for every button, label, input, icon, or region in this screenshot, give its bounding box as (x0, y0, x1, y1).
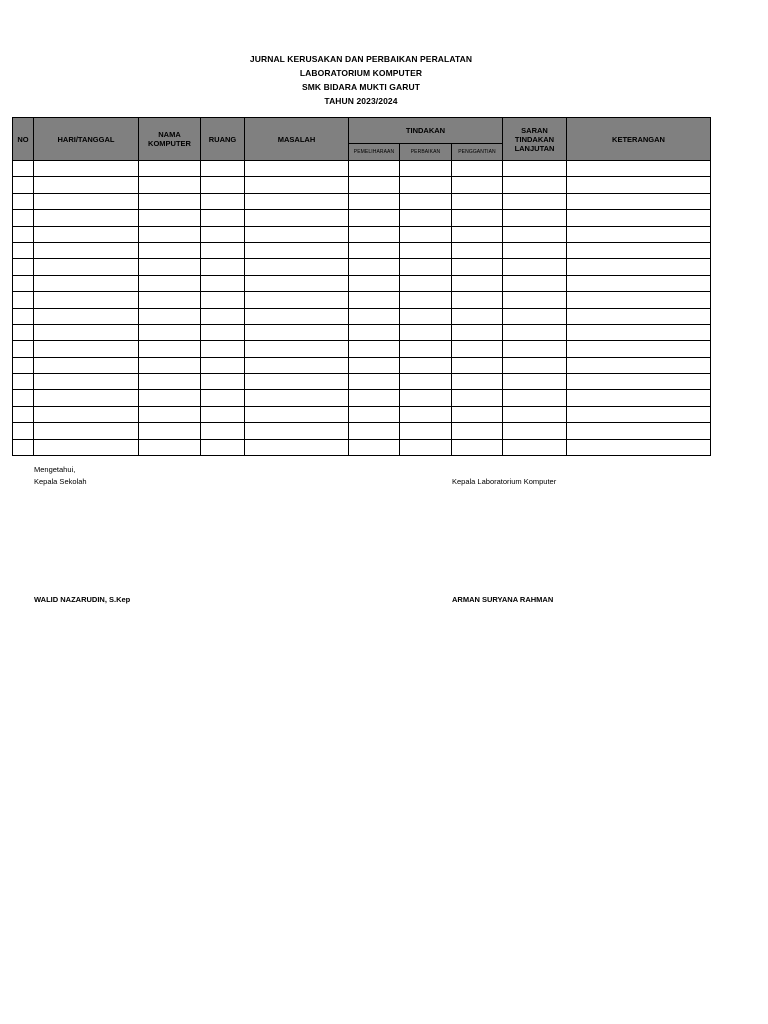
cell-hari-tanggal (34, 308, 139, 324)
cell-penggantian (452, 193, 503, 209)
cell-perbaikan (400, 357, 452, 373)
cell-ruang (201, 308, 245, 324)
table-row (13, 242, 711, 258)
header-keterangan: KETERANGAN (567, 118, 711, 161)
cell-nama-komputer (139, 292, 201, 308)
header-penggantian: PENGGANTIAN (452, 144, 503, 161)
cell-pemeliharaan (349, 226, 400, 242)
cell-ruang (201, 423, 245, 439)
cell-keterangan (567, 406, 711, 422)
cell-saran (503, 177, 567, 193)
cell-ruang (201, 177, 245, 193)
cell-pemeliharaan (349, 177, 400, 193)
header-tindakan: TINDAKAN (349, 118, 503, 144)
cell-penggantian (452, 324, 503, 340)
cell-nama-komputer (139, 357, 201, 373)
cell-ruang (201, 390, 245, 406)
cell-hari-tanggal (34, 275, 139, 291)
kepala-sekolah-label: Kepala Sekolah (34, 477, 87, 486)
cell-penggantian (452, 357, 503, 373)
table-row (13, 226, 711, 242)
table-row (13, 439, 711, 455)
cell-nama-komputer (139, 308, 201, 324)
cell-keterangan (567, 423, 711, 439)
cell-hari-tanggal (34, 357, 139, 373)
cell-keterangan (567, 193, 711, 209)
cell-no (13, 390, 34, 406)
cell-saran (503, 439, 567, 455)
cell-perbaikan (400, 275, 452, 291)
cell-hari-tanggal (34, 390, 139, 406)
cell-nama-komputer (139, 177, 201, 193)
cell-masalah (245, 423, 349, 439)
cell-masalah (245, 161, 349, 177)
cell-no (13, 193, 34, 209)
cell-penggantian (452, 242, 503, 258)
table-row (13, 357, 711, 373)
cell-saran (503, 193, 567, 209)
cell-ruang (201, 193, 245, 209)
cell-masalah (245, 324, 349, 340)
kepala-lab-label: Kepala Laboratorium Komputer (452, 477, 557, 486)
cell-keterangan (567, 374, 711, 390)
cell-saran (503, 390, 567, 406)
cell-no (13, 161, 34, 177)
cell-keterangan (567, 341, 711, 357)
cell-masalah (245, 374, 349, 390)
cell-ruang (201, 357, 245, 373)
table-row (13, 210, 711, 226)
mengetahui-label: Mengetahui, (34, 465, 76, 474)
cell-penggantian (452, 210, 503, 226)
cell-keterangan (567, 439, 711, 455)
cell-nama-komputer (139, 226, 201, 242)
cell-no (13, 259, 34, 275)
cell-perbaikan (400, 292, 452, 308)
cell-saran (503, 292, 567, 308)
cell-pemeliharaan (349, 406, 400, 422)
cell-perbaikan (400, 161, 452, 177)
journal-body (13, 161, 711, 456)
cell-masalah (245, 242, 349, 258)
journal-table (12, 117, 711, 456)
header-row-1 (13, 118, 711, 144)
table-row (13, 275, 711, 291)
cell-no (13, 292, 34, 308)
table-row (13, 423, 711, 439)
cell-saran (503, 226, 567, 242)
cell-penggantian (452, 406, 503, 422)
cell-keterangan (567, 390, 711, 406)
cell-masalah (245, 226, 349, 242)
cell-no (13, 324, 34, 340)
cell-pemeliharaan (349, 210, 400, 226)
cell-no (13, 242, 34, 258)
table-row (13, 341, 711, 357)
cell-ruang (201, 161, 245, 177)
cell-pemeliharaan (349, 161, 400, 177)
cell-saran (503, 275, 567, 291)
cell-ruang (201, 259, 245, 275)
cell-hari-tanggal (34, 242, 139, 258)
cell-masalah (245, 406, 349, 422)
cell-pemeliharaan (349, 308, 400, 324)
cell-no (13, 439, 34, 455)
left-signature-block (34, 464, 87, 488)
cell-ruang (201, 292, 245, 308)
cell-no (13, 341, 34, 357)
cell-hari-tanggal (34, 259, 139, 275)
cell-nama-komputer (139, 374, 201, 390)
cell-keterangan (567, 177, 711, 193)
cell-perbaikan (400, 193, 452, 209)
table-row (13, 193, 711, 209)
title-line-1: JURNAL KERUSAKAN DAN PERBAIKAN PERALATAN (249, 54, 473, 64)
cell-hari-tanggal (34, 292, 139, 308)
cell-keterangan (567, 357, 711, 373)
cell-no (13, 275, 34, 291)
cell-perbaikan (400, 439, 452, 455)
cell-ruang (201, 406, 245, 422)
cell-nama-komputer (139, 406, 201, 422)
cell-nama-komputer (139, 341, 201, 357)
cell-nama-komputer (139, 423, 201, 439)
cell-pemeliharaan (349, 423, 400, 439)
cell-nama-komputer (139, 242, 201, 258)
cell-keterangan (567, 308, 711, 324)
cell-ruang (201, 242, 245, 258)
cell-hari-tanggal (34, 210, 139, 226)
cell-no (13, 423, 34, 439)
cell-penggantian (452, 390, 503, 406)
cell-hari-tanggal (34, 341, 139, 357)
header-ruang: RUANG (201, 118, 245, 161)
cell-hari-tanggal (34, 406, 139, 422)
cell-pemeliharaan (349, 242, 400, 258)
cell-saran (503, 161, 567, 177)
cell-saran (503, 423, 567, 439)
cell-no (13, 226, 34, 242)
cell-saran (503, 308, 567, 324)
cell-hari-tanggal (34, 226, 139, 242)
cell-hari-tanggal (34, 439, 139, 455)
cell-nama-komputer (139, 390, 201, 406)
cell-pemeliharaan (349, 324, 400, 340)
cell-keterangan (567, 210, 711, 226)
cell-masalah (245, 193, 349, 209)
cell-penggantian (452, 308, 503, 324)
cell-penggantian (452, 341, 503, 357)
table-row (13, 406, 711, 422)
table-row (13, 161, 711, 177)
cell-saran (503, 242, 567, 258)
cell-saran (503, 324, 567, 340)
header-saran: SARAN TINDAKAN LANJUTAN (503, 118, 567, 161)
header-pemeliharaan: PEMELIHARAAN (349, 144, 400, 161)
cell-masalah (245, 210, 349, 226)
cell-masalah (245, 292, 349, 308)
cell-hari-tanggal (34, 161, 139, 177)
header-hari-tanggal: HARI/TANGGAL (34, 118, 139, 161)
cell-saran (503, 374, 567, 390)
cell-ruang (201, 275, 245, 291)
cell-perbaikan (400, 226, 452, 242)
table-row (13, 259, 711, 275)
cell-perbaikan (400, 308, 452, 324)
cell-penggantian (452, 374, 503, 390)
cell-ruang (201, 210, 245, 226)
cell-no (13, 308, 34, 324)
cell-pemeliharaan (349, 390, 400, 406)
cell-masalah (245, 275, 349, 291)
cell-keterangan (567, 324, 711, 340)
table-row (13, 324, 711, 340)
cell-perbaikan (400, 406, 452, 422)
cell-masalah (245, 357, 349, 373)
cell-masalah (245, 259, 349, 275)
cell-perbaikan (400, 374, 452, 390)
cell-nama-komputer (139, 210, 201, 226)
cell-nama-komputer (139, 161, 201, 177)
cell-no (13, 374, 34, 390)
cell-perbaikan (400, 210, 452, 226)
cell-nama-komputer (139, 324, 201, 340)
cell-no (13, 357, 34, 373)
cell-keterangan (567, 259, 711, 275)
cell-nama-komputer (139, 193, 201, 209)
cell-masalah (245, 390, 349, 406)
table-row (13, 292, 711, 308)
cell-nama-komputer (139, 275, 201, 291)
document-title (0, 52, 722, 108)
cell-no (13, 406, 34, 422)
cell-penggantian (452, 226, 503, 242)
table-row (13, 374, 711, 390)
header-nama-komputer: NAMA KOMPUTER (139, 118, 201, 161)
cell-ruang (201, 324, 245, 340)
cell-penggantian (452, 292, 503, 308)
cell-penggantian (452, 439, 503, 455)
cell-pemeliharaan (349, 374, 400, 390)
cell-perbaikan (400, 177, 452, 193)
cell-pemeliharaan (349, 439, 400, 455)
cell-keterangan (567, 275, 711, 291)
header-perbaikan: PERBAIKAN (400, 144, 452, 161)
cell-keterangan (567, 226, 711, 242)
cell-pemeliharaan (349, 341, 400, 357)
cell-perbaikan (400, 324, 452, 340)
table-row (13, 390, 711, 406)
cell-saran (503, 341, 567, 357)
kepala-lab-name: ARMAN SURYANA RAHMAN (452, 595, 554, 604)
cell-hari-tanggal (34, 177, 139, 193)
cell-pemeliharaan (349, 357, 400, 373)
cell-penggantian (452, 423, 503, 439)
cell-perbaikan (400, 259, 452, 275)
cell-keterangan (567, 161, 711, 177)
cell-hari-tanggal (34, 423, 139, 439)
title-line-4: TAHUN 2023/2024 (324, 96, 398, 106)
cell-masalah (245, 308, 349, 324)
cell-penggantian (452, 177, 503, 193)
cell-pemeliharaan (349, 292, 400, 308)
cell-perbaikan (400, 341, 452, 357)
header-masalah: MASALAH (245, 118, 349, 161)
cell-pemeliharaan (349, 259, 400, 275)
cell-no (13, 177, 34, 193)
cell-hari-tanggal (34, 193, 139, 209)
cell-masalah (245, 439, 349, 455)
cell-masalah (245, 177, 349, 193)
cell-saran (503, 406, 567, 422)
table-row (13, 177, 711, 193)
cell-no (13, 210, 34, 226)
cell-saran (503, 357, 567, 373)
cell-saran (503, 210, 567, 226)
cell-penggantian (452, 161, 503, 177)
cell-keterangan (567, 292, 711, 308)
cell-ruang (201, 439, 245, 455)
kepala-sekolah-name: WALID NAZARUDIN, S.Kep (34, 595, 131, 604)
cell-keterangan (567, 242, 711, 258)
table-row (13, 308, 711, 324)
cell-hari-tanggal (34, 374, 139, 390)
title-line-2: LABORATORIUM KOMPUTER (299, 68, 423, 78)
cell-perbaikan (400, 423, 452, 439)
cell-pemeliharaan (349, 275, 400, 291)
cell-perbaikan (400, 390, 452, 406)
cell-hari-tanggal (34, 324, 139, 340)
title-line-3: SMK BIDARA MUKTI GARUT (301, 82, 421, 92)
cell-nama-komputer (139, 259, 201, 275)
cell-ruang (201, 341, 245, 357)
header-no: NO (13, 118, 34, 161)
cell-masalah (245, 341, 349, 357)
cell-ruang (201, 226, 245, 242)
cell-penggantian (452, 259, 503, 275)
cell-penggantian (452, 275, 503, 291)
cell-nama-komputer (139, 439, 201, 455)
cell-pemeliharaan (349, 193, 400, 209)
cell-ruang (201, 374, 245, 390)
right-signature-block (452, 476, 556, 488)
cell-perbaikan (400, 242, 452, 258)
cell-saran (503, 259, 567, 275)
